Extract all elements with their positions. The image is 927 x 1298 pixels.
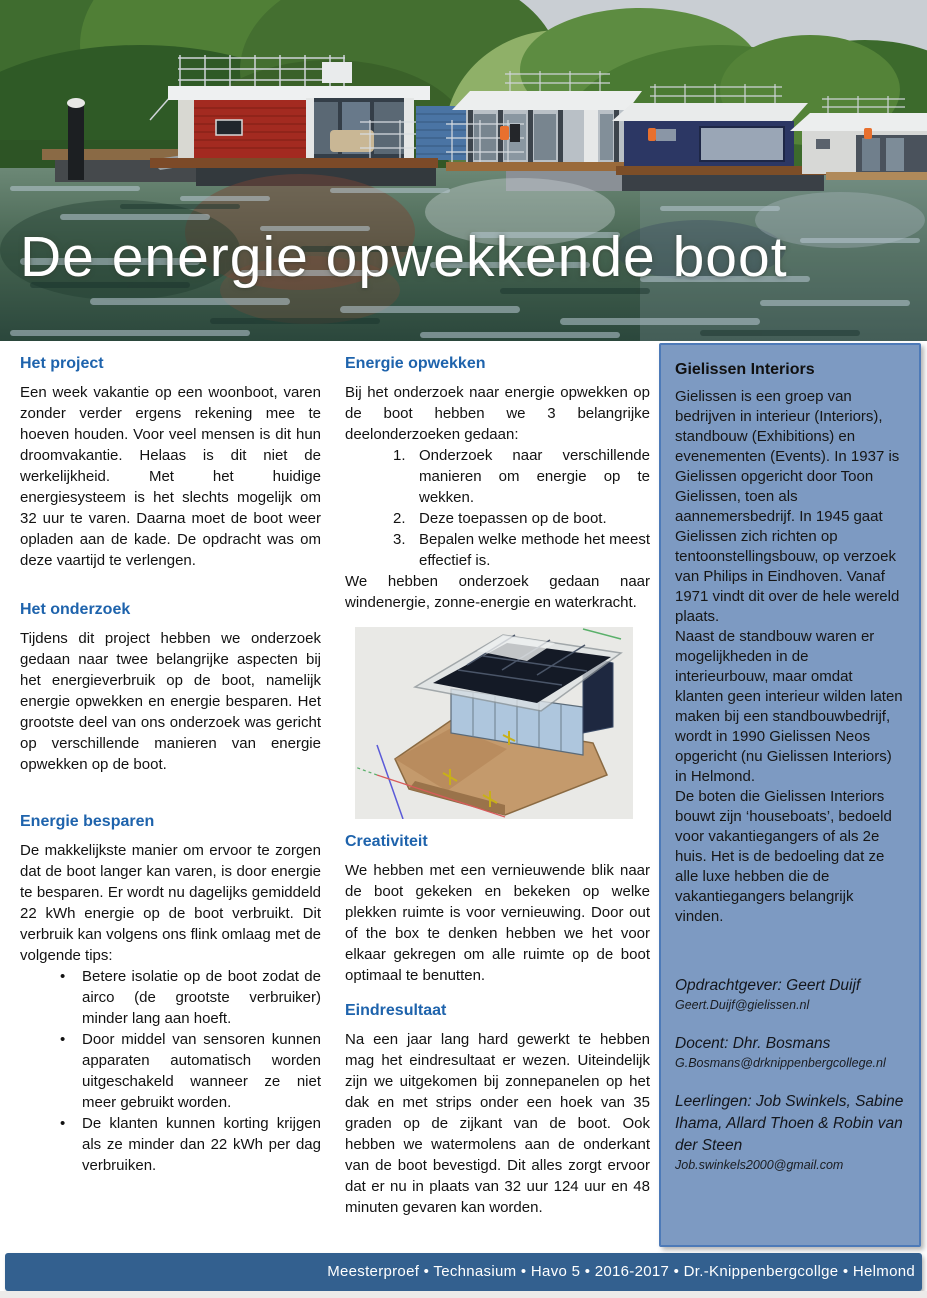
contact-opdrachtgever xyxy=(675,975,905,1013)
section-heading: Eindresultaat xyxy=(345,1002,447,1019)
list-item: Deze toepassen op de boot. xyxy=(419,510,607,527)
contact-role: Opdrachtgever: Geert Duijf xyxy=(675,977,861,994)
mooring-pole xyxy=(67,98,85,180)
section-energie-besparen xyxy=(20,813,321,1176)
contact-docent xyxy=(675,1033,905,1071)
tips-list xyxy=(48,966,321,1176)
contact-email: G.Bosmans@drknippenbergcollege.nl xyxy=(675,1056,886,1070)
list-item: Bepalen welke methode het meest effectief is. xyxy=(419,531,650,569)
section-heading: Creativiteit xyxy=(345,833,428,850)
boat-3d-render-illustration xyxy=(355,627,633,819)
section-body: We hebben onderzoek gedaan naar windenergie, zonne-energie en waterkracht. xyxy=(345,573,650,611)
page-bottom-shade xyxy=(0,1291,927,1298)
sidebar-paragraph: Naast de standbouw waren er mogelijkheden in de interieurbouw, maar omdat klanten geen interieur wilden laten maken bij een standbouwbedrijf, wordt in 1990 Gielissen Neos opgericht (nu Gielissen Interiors) in Helmond. xyxy=(675,628,903,785)
section-heading: Het project xyxy=(20,355,104,372)
column-middle xyxy=(345,355,650,1218)
section-body: De makkelijkste manier om ervoor te zorgen dat de boot langer kan varen, is door energie te besparen. Er wordt nu dagelijks gemiddeld 22 kWh energie op de boot verbruikt. Dit verbruik kan volgens ons flink omlaag met de volgende tips: xyxy=(20,842,321,964)
section-heading: Energie besparen xyxy=(20,813,155,830)
section-het-project xyxy=(20,355,321,571)
sidebar-heading: Gielissen Interiors xyxy=(675,361,815,378)
section-heading: Energie opwekken xyxy=(345,355,486,372)
section-heading: Het onderzoek xyxy=(20,601,131,618)
list-item: • Door middel van sensoren kunnen apparaten automatisch worden uitgeschakeld wanneer ze niet meer gebruikt worden. xyxy=(48,1029,321,1113)
section-body: Een week vakantie op een woonboot, varen zonder verder ergens rekening mee te hoeven houden. Voor veel mensen is dit hun droomvakantie. Helaas is dit niet de werkelijkheid. Met het huidige energiesysteem is het slechts mogelijk om 32 uur te varen. Daarna moet de boot weer opladen aan de kade. De opdracht was om deze vaartijd te verlengen. xyxy=(20,384,321,569)
section-body: Bij het onderzoek naar energie opwekken op de boot hebben we 3 belangrijke deelonderzoeken gedaan: xyxy=(345,384,650,443)
list-item: Onderzoek naar verschillende manieren om energie op te wekken. xyxy=(419,447,650,506)
steps-list xyxy=(385,445,650,571)
hero-photo xyxy=(0,0,927,341)
contact-email: Geert.Duijf@gielissen.nl xyxy=(675,998,810,1012)
sidebar-paragraph: De boten die Gielissen Interiors bouwt zijn ‘houseboats’, bedoeld voor vakantiegangers of als 2e huis. Het is de bedoeling dat ze alle luxe hebben die de vakantiegangers belangrijk vinden. xyxy=(675,788,892,925)
contact-role: Docent: Dhr. Bosmans xyxy=(675,1035,831,1052)
list-item: • De klanten kunnen korting krijgen als ze minder dan 22 kWh per dag verbruiken. xyxy=(48,1113,321,1176)
page-title: De energie opwekkende boot xyxy=(20,225,788,289)
contact-leerlingen xyxy=(675,1091,905,1173)
list-item: • Betere isolatie op de boot zodat de airco (de grootste verbruiker) minder lang aan hoeft. xyxy=(48,966,321,1029)
section-energie-opwekken xyxy=(345,355,650,613)
footer-bar xyxy=(5,1253,922,1291)
section-body: We hebben met een vernieuwende blik naar de boot gekeken en bekeken op welke plekken ruimte is voor vernieuwing. Door out of the box te denken hebben we het voor elkaar gekregen om alle ruimte op de boot optimaal te benutten. xyxy=(345,862,650,984)
contact-email: Job.swinkels2000@gmail.com xyxy=(675,1158,844,1172)
contacts-block xyxy=(675,975,905,1173)
boat-3d-render xyxy=(355,627,633,819)
section-het-onderzoek xyxy=(20,601,321,775)
sidebar-gielissen xyxy=(659,343,921,1247)
section-eindresultaat xyxy=(345,1002,650,1218)
sidebar-paragraph: Gielissen is een groep van bedrijven in interieur (Interiors), standbouw (Exhibitions) en evenementen (Events). In 1937 is Gielissen opgericht door Toon Gielissen, toen als aannemersbedrijf. In 1945 gaat Gielissen zich richten op tentoonstellingsbouw, op verzoek van Philips in Eindhoven. Vanaf 1971 vindt dit over de hele wereld plaats. xyxy=(675,388,900,625)
section-body: Tijdens dit project hebben we onderzoek gedaan naar twee belangrijke aspecten bij het energieverbruik op de boot, namelijk energie opwekken en energie besparen. Het grootste deel van ons onderzoek was gericht op verschillende manieren van energie opwekken op de boot. xyxy=(20,630,321,773)
column-left xyxy=(20,355,321,1176)
section-creativiteit xyxy=(345,833,650,986)
contact-role: Leerlingen: Job Swinkels, Sabine Ihama, Allard Thoen & Robin van der Steen xyxy=(675,1093,904,1154)
footer-text: Meesterproef • Technasium • Havo 5 • 2016-2017 • Dr.-Knippenbergcollge • Helmond xyxy=(327,1263,915,1280)
section-body: Na een jaar lang hard gewerkt te hebben mag het eindresultaat er wezen. Uiteindelijk zijn we uitgekomen bij zonnepanelen op het dak en met strips onder een hoek van 35 graden op de zijkant van de boot. Ook hebben we watermolens aan de onderkant van de boot bevestigd. Dit alles zorgt ervoor dat er nu in plaats van 32 uur 124 uur en 48 minuten gevaren kan worden. xyxy=(345,1031,650,1216)
